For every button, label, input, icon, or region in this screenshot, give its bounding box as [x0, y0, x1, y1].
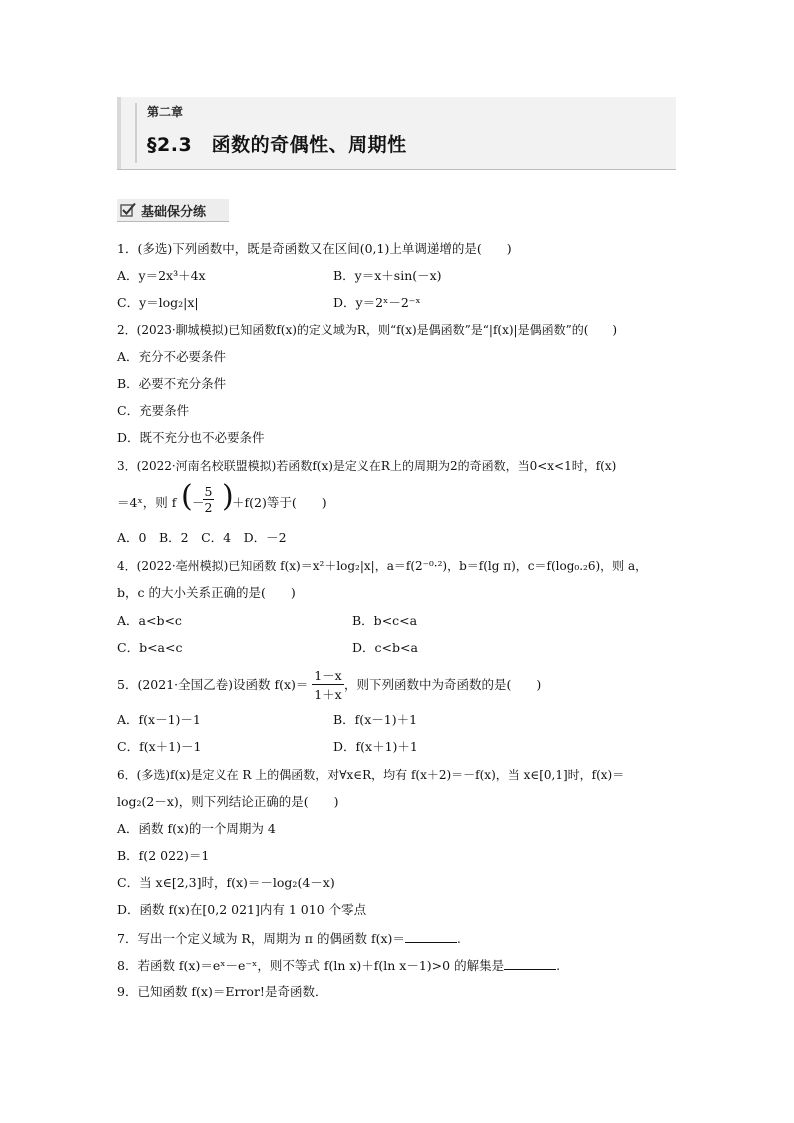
section-label: 基础保分练 — [141, 205, 207, 220]
question-7 — [117, 930, 461, 947]
q3-right-paren: ) — [222, 479, 234, 514]
q3-fraction-numerator: 5 — [204, 484, 213, 499]
question-5-end: ，则下列函数中为奇函数的是( ) — [344, 677, 542, 692]
question-6: 6．(多选)f(x)是定义在 R 上的偶函数，对∀x∈R，均有 f(x＋2)＝－f(x)，当 x∈[0,1]时，f(x)＝ — [117, 768, 625, 782]
header-divider — [135, 103, 137, 163]
q4-option-c: C．b<a<c — [117, 640, 183, 655]
q4-option-b: B．b<c<a — [352, 613, 418, 628]
q5-option-b: B．f(x－1)＋1 — [333, 712, 418, 727]
q1-option-b: B．y＝x＋sin(－x) — [333, 268, 442, 283]
q3-minus-sign: － — [192, 495, 205, 510]
q5-option-a: A．f(x－1)－1 — [117, 712, 201, 727]
question-8-period: . — [556, 958, 561, 973]
q1-option-c: C．y＝log₂|x| — [117, 295, 199, 310]
q5-option-c: C．f(x＋1)－1 — [117, 739, 202, 754]
q2-option-b: B．必要不充分条件 — [117, 376, 227, 391]
question-3: 3．(2022·河南名校联盟模拟)若函数f(x)是定义在R上的周期为2的奇函数，当0<x<1时，f(x) — [117, 459, 617, 473]
q1-option-a: A．y＝2x³＋4x — [117, 268, 206, 283]
answer-blank — [405, 930, 457, 943]
question-6-continued: log₂(2－x)，则下列结论正确的是( ) — [117, 794, 339, 809]
q5-fraction-numerator: 1－x — [314, 668, 342, 683]
section-title: §2.3 函数的奇偶性、周期性 — [147, 134, 407, 156]
q3-line2-end: ＋f(2)等于( ) — [232, 495, 327, 510]
q4-option-d: D．c<b<a — [352, 640, 418, 655]
question-2: 2．(2023·聊城模拟)已知函数f(x)的定义域为R，则“f(x)是偶函数”是“|f(x)|是偶函数”的( ) — [117, 323, 618, 337]
q5-fraction — [312, 666, 344, 703]
q3-fraction-denominator: 2 — [204, 500, 213, 515]
section-heading — [117, 199, 229, 222]
question-8-text: 8．若函数 f(x)＝eˣ－e⁻ˣ，则不等式 f(ln x)＋f(ln x－1)>0 的解集是 — [117, 958, 505, 973]
q2-option-c: C．充要条件 — [117, 403, 190, 418]
question-4: 4．(2022·亳州模拟)已知函数 f(x)＝x²＋log₂|x|，a＝f(2⁻⁰·²)，b＝f(lg π)，c＝f(log₀.₂6)，则 a， — [117, 559, 648, 573]
question-1: 1．(多选)下列函数中，既是奇函数又在区间(0,1)上单调递增的是( ) — [117, 241, 512, 256]
header-accent-bar — [117, 97, 121, 169]
question-4-continued: b，c 的大小关系正确的是( ) — [117, 585, 296, 600]
q6-option-d: D．函数 f(x)在[0,2 021]内有 1 010 个零点 — [117, 902, 367, 917]
question-8 — [117, 957, 560, 974]
q6-option-b: B．f(2 022)＝1 — [117, 848, 210, 863]
question-7-text: 7．写出一个定义域为 R，周期为 π 的偶函数 f(x)＝ — [117, 931, 405, 946]
question-9: 9．已知函数 f(x)＝Error!是奇函数． — [117, 984, 328, 999]
q3-left-paren: ( — [181, 479, 193, 514]
q6-option-c: C．当 x∈[2,3]时，f(x)＝－log₂(4－x) — [117, 875, 335, 890]
question-5-start: 5．(2021·全国乙卷)设函数 f(x)＝ — [117, 677, 309, 692]
chapter-label: 第二章 — [147, 105, 184, 119]
q3-line2-start: ＝4ˣ，则 f — [117, 495, 177, 510]
question-7-period: . — [456, 931, 461, 946]
q3-options: A．0 B．2 C．4 D．－2 — [117, 530, 287, 545]
q5-fraction-denominator: 1＋x — [312, 684, 344, 703]
q2-option-d: D．既不充分也不必要条件 — [117, 430, 265, 445]
answer-blank — [504, 957, 556, 970]
q1-option-d: D．y＝2ˣ－2⁻ˣ — [333, 295, 421, 310]
q2-option-a: A．充分不必要条件 — [117, 349, 227, 364]
q5-option-d: D．f(x＋1)＋1 — [333, 739, 418, 754]
q3-fraction — [203, 484, 214, 515]
chapter-header — [117, 97, 676, 170]
checkbox-check-icon — [120, 202, 136, 217]
q4-option-a: A．a<b<c — [117, 613, 182, 628]
q6-option-a: A．函数 f(x)的一个周期为 4 — [117, 821, 276, 836]
